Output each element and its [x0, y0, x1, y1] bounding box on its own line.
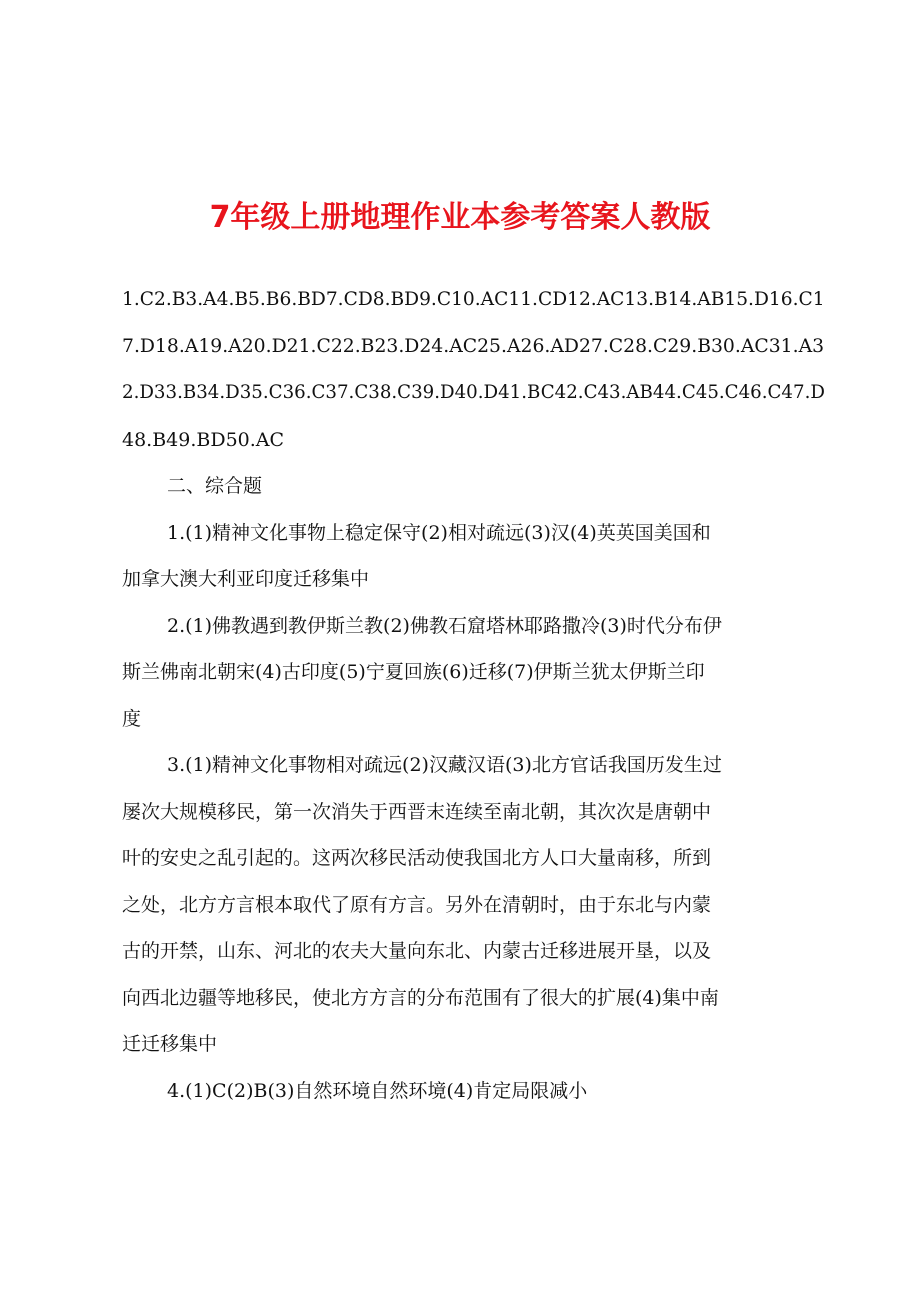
answer-line: 之处，北方方言根本取代了原有方言。另外在清朝时，由于东北与内蒙 — [122, 893, 712, 916]
answer-line: 1.(1)精神文化事物上稳定保守(2)相对疏远(3)汉(4)英英国美国和 — [167, 521, 711, 544]
answer-line: 2.(1)佛教遇到教伊斯兰教(2)佛教石窟塔林耶路撒冷(3)时代分布伊 — [167, 614, 722, 637]
answer-line: 2.D33.B34.D35.C36.C37.C38.C39.D40.D41.BC42.C43.AB44.C45.C46.C47.D — [122, 382, 825, 403]
answer-line: 屡次大规模移民，第一次消失于西晋末连续至南北朝，其次次是唐朝中 — [122, 800, 712, 823]
answer-line: 7.D18.A19.A20.D21.C22.B23.D24.AC25.A26.AD27.C28.C29.B30.AC31.A3 — [122, 335, 825, 357]
answer-line: 向西北边疆等地移民，使北方方言的分布范围有了很大的扩展(4)集中南 — [122, 986, 719, 1009]
answer-line: 加拿大澳大利亚印度迁移集中 — [122, 568, 370, 590]
answer-body — [122, 285, 832, 1122]
page-title: 7年级上册地理作业本参考答案人教版 — [209, 200, 711, 235]
answer-line: 3.(1)精神文化事物相对疏远(2)汉藏汉语(3)北方官话我国历发生过 — [167, 754, 722, 776]
answer-line: 1.C2.B3.A4.B5.B6.BD7.CD8.BD9.C10.AC11.CD12.AC13.B14.AB15.D16.C1 — [122, 289, 825, 310]
answer-line: 4.(1)C(2)B(3)自然环境自然环境(4)肯定局限减小 — [167, 1079, 588, 1102]
section-heading: 二、综合题 — [167, 475, 263, 497]
answer-line: 古的开禁，山东、河北的农夫大量向东北、内蒙古迁移进展开垦，以及 — [122, 940, 712, 962]
answer-line: 48.B49.BD50.AC — [122, 428, 285, 451]
answer-line: 度 — [122, 707, 142, 730]
answer-line: 叶的安史之乱引起的。这两次移民活动使我国北方人口大量南移，所到 — [122, 847, 712, 869]
answer-line: 斯兰佛南北朝宋(4)古印度(5)宁夏回族(6)迁移(7)伊斯兰犹太伊斯兰印 — [122, 661, 705, 683]
answer-line: 迁迁移集中 — [122, 1033, 218, 1055]
